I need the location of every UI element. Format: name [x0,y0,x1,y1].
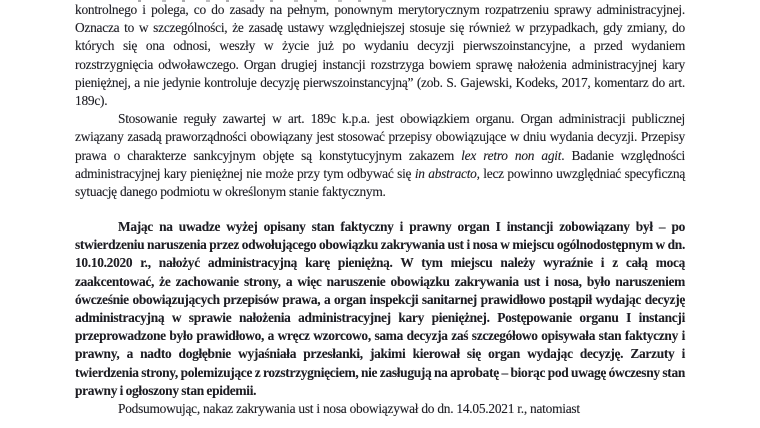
paragraph-bold-ruling [75,218,685,400]
paragraph-text: . Badanie względności administracyjnej kary pieniężnej nie może przy tym odbywać się [75,147,685,181]
paragraph-text: kontrolnego i polega, co do zasady na pełnym, ponownym merytorycznym rozpatrzeniu sprawy administracyjnej. Oznacza to w szczególności, że zasadę ustawy względniejszej stosuje się również w przypadkach, gdy zmiany, do których się ona odnosi, weszły w życie już po wydaniu decyzji pierwszoinstancyjne, a przed wydaniem rozstrzygnięcia odwoławczego. Organ drugiej instancji rozstrzyga bowiem sprawę nałożenia administracyjnej kary pieniężnej, a nie jedynie kontroluje decyzję pierwszoinstancyjną” (zob. S. Gajewski, Kodeks, 2017, komentarz do art. 189c). [75,2,685,109]
latin-phrase-in-abstracto: in abstracto [414,165,477,181]
paragraph-text: , lecz powinno uwzględniać specyficzną sytuację danego podmiotu w określonym stanie faktycznym. [75,165,686,200]
paragraph-art-189c [75,110,685,201]
paragraph-text: Podsumowując, nakaz zakrywania ust i nosa obowiązywał do dn. 14.05.2021 r., natomiast [118,401,580,417]
latin-phrase-lex-retro-non-agit: lex retro non agit [461,147,562,163]
paragraph-text: Stosowanie reguły zawartej w art. 189c k.p.a. jest obowiązkiem organu. Organ administracji publicznej związany zasadą praworządności obowiązany jest stosować przepisy obowiązujące w dniu wydania decyzji. Przepisy prawa o charakterze sankcyjnym objęte są konstytucyjnym zakazem [75,111,685,163]
text-block-lower [75,218,685,418]
text-block-upper [75,1,685,201]
paragraph-continuation [75,1,685,110]
paragraph-text: Mając na uwadze wyżej opisany stan faktyczny i prawny organ I instancji zobowiązany był – po stwierdzeniu naruszenia przez odwołującego obowiązku zakrywania ust i nosa w miejscu ogólnodostępnym w dn. 10.10.2020 r., nałożyć administracyjną karę pieniężną. W tym miejscu należy wyraźnie i z całą mocą zaakcentować, że zachowanie strony, a więc naruszenie obowiązku zakrywania ust i nosa, było naruszeniem ówcześnie obowiązujących przepisów prawa, a organ inspekcji sanitarnej prawidłowo postąpił wydając decyzję administracyjną w sprawie nałożenia administracyjnej kary pieniężnej. Postępowanie organu I instancji przeprowadzone było prawidłowo, a wręcz wzorcowo, sama decyzja zaś szczegółowo opisywała stan faktyczny i prawny, a nadto dogłębnie wyjaśniała przesłanki, jakimi kierował się organ wydając decyzję. Zarzuty i twierdzenia strony, polemizujące z rozstrzygnięciem, nie zasługują na aprobatę – biorąc pod uwagę ówczesny stan prawny i ogłoszony stan epidemii. [75,219,685,398]
paragraph-summary-cut-off [75,400,685,418]
